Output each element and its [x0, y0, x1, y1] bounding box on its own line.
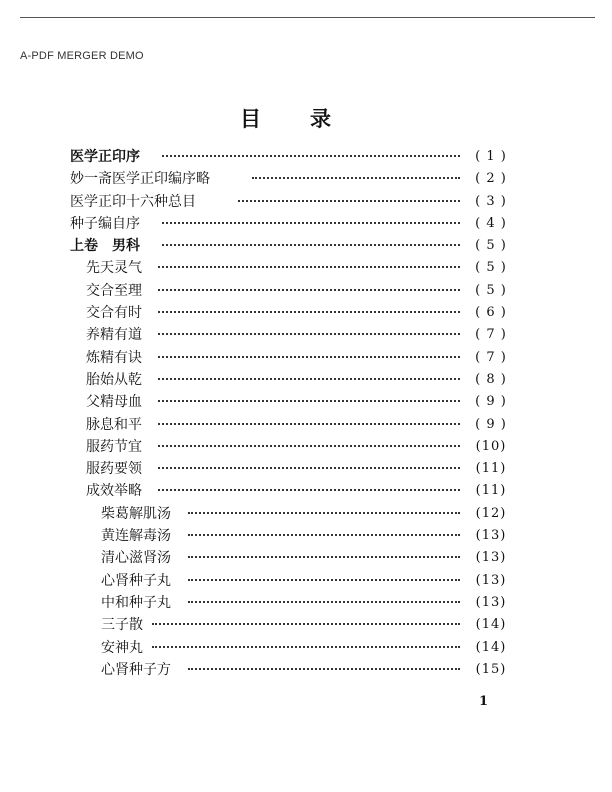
toc-entry-page: (11)	[475, 461, 507, 477]
toc-entry	[0, 191, 612, 213]
toc-entry	[0, 480, 612, 502]
toc-entry	[0, 280, 612, 302]
toc-entry-page: ( 3 )	[475, 193, 507, 209]
toc-entry-page: (10)	[475, 438, 507, 454]
toc-entry-label: 医学正印序	[70, 149, 140, 165]
toc-entry-label: 脉息和平	[86, 416, 142, 433]
toc-entry-label: 柴葛解肌汤	[101, 505, 171, 522]
toc-entry	[0, 347, 612, 369]
toc-entry-page: (13)	[475, 550, 507, 566]
toc-entry	[0, 302, 612, 324]
toc-entry-label: 交合有时	[86, 305, 142, 322]
toc-entry-label: 上卷 男科	[70, 238, 140, 255]
toc-leader-dots	[188, 534, 460, 536]
toc-entry-page: ( 5 )	[475, 238, 507, 254]
toc-leader-dots	[158, 289, 460, 291]
toc-entry-label: 成效举略	[86, 483, 142, 500]
toc-entry-label: 养精有道	[86, 327, 142, 344]
toc-leader-dots	[158, 423, 460, 425]
toc-entry-page: ( 9 )	[475, 394, 507, 410]
toc-entry	[0, 369, 612, 391]
toc-entry-page: (13)	[475, 572, 507, 588]
toc-leader-dots	[158, 266, 460, 268]
toc-entry-page: ( 4 )	[475, 215, 507, 231]
toc-entry-label: 医学正印十六种总目	[70, 193, 196, 210]
toc-entry-page: (15)	[475, 661, 507, 677]
toc-leader-dots	[188, 512, 460, 514]
toc-entry-page: (13)	[475, 528, 507, 544]
toc-entry-label: 清心滋肾汤	[101, 550, 171, 567]
toc-entry-label: 中和种子丸	[101, 594, 171, 611]
toc-entry-page: ( 5 )	[475, 260, 507, 276]
toc-entry	[0, 146, 612, 168]
toc-entry	[0, 257, 612, 279]
toc-entry	[0, 637, 612, 659]
toc-leader-dots	[238, 200, 460, 202]
toc-entry-label: 安神丸	[101, 639, 143, 656]
toc-leader-dots	[158, 445, 460, 447]
toc-entry	[0, 391, 612, 413]
toc-leader-dots	[152, 646, 460, 648]
toc-entry-page: ( 7 )	[475, 349, 507, 365]
toc-entry-page: (11)	[475, 483, 507, 499]
toc-entry	[0, 213, 612, 235]
toc-entry	[0, 614, 612, 636]
toc-entry-page: (14)	[475, 639, 507, 655]
toc-leader-dots	[188, 579, 460, 581]
toc-leader-dots	[252, 177, 460, 179]
title-char-2: 录	[310, 106, 331, 131]
page-number: 1	[479, 694, 489, 709]
toc-entry-label: 妙一斋医学正印编序略	[70, 171, 210, 188]
toc-entry-page: ( 8 )	[475, 371, 507, 387]
toc-leader-dots	[158, 356, 460, 358]
toc-entry-label: 服药节宜	[86, 438, 142, 455]
toc-entry	[0, 458, 612, 480]
toc-leader-dots	[158, 400, 460, 402]
toc-entry-label: 三子散	[101, 617, 143, 634]
toc-entry-page: ( 2 )	[475, 171, 507, 187]
toc-entry-page: ( 7 )	[475, 327, 507, 343]
toc-entry	[0, 503, 612, 525]
toc-entry-label: 心肾种子方	[101, 661, 171, 678]
toc-entry-label: 黄连解毒汤	[101, 528, 171, 545]
toc-entry-page: ( 6 )	[475, 305, 507, 321]
toc-entry-page: ( 1 )	[475, 149, 507, 164]
toc-entry	[0, 324, 612, 346]
toc-entry	[0, 592, 612, 614]
toc-entry	[0, 570, 612, 592]
toc-leader-dots	[152, 623, 460, 625]
toc-leader-dots	[158, 378, 460, 380]
toc-entry-label: 父精母血	[86, 394, 142, 411]
title-char-1: 目	[240, 106, 261, 131]
top-rule	[20, 17, 595, 18]
toc-leader-dots	[188, 601, 460, 603]
toc-leader-dots	[162, 155, 460, 157]
toc-entry-page: ( 5 )	[475, 282, 507, 298]
toc-entry	[0, 525, 612, 547]
toc-entry-label: 胎始从乾	[86, 371, 142, 388]
toc-leader-dots	[162, 244, 460, 246]
toc-entry	[0, 235, 612, 257]
toc-leader-dots	[188, 668, 460, 670]
toc-leader-dots	[158, 311, 460, 313]
toc-entry-label: 交合至理	[86, 282, 142, 299]
toc-entry-label: 心肾种子丸	[101, 572, 171, 589]
toc-entry-label: 种子编自序	[70, 215, 140, 232]
toc-entry-label: 服药要领	[86, 461, 142, 478]
toc-entry	[0, 414, 612, 436]
toc-entry-label: 先天灵气	[86, 260, 142, 277]
toc-leader-dots	[188, 556, 460, 558]
toc-leader-dots	[158, 467, 460, 469]
page-title	[0, 103, 612, 133]
watermark: A-PDF MERGER DEMO	[20, 50, 144, 62]
toc-entry	[0, 436, 612, 458]
toc-entry-label: 炼精有诀	[86, 349, 142, 366]
toc-entry-page: (12)	[475, 505, 507, 521]
toc-entry	[0, 547, 612, 569]
toc-leader-dots	[158, 489, 460, 491]
toc-entry-page: ( 9 )	[475, 416, 507, 432]
toc-entry-page: (14)	[475, 617, 507, 633]
toc-entry-page: (13)	[475, 594, 507, 610]
toc-leader-dots	[158, 333, 460, 335]
table-of-contents	[0, 146, 612, 681]
toc-leader-dots	[162, 222, 460, 224]
toc-entry	[0, 659, 612, 681]
toc-entry	[0, 168, 612, 190]
